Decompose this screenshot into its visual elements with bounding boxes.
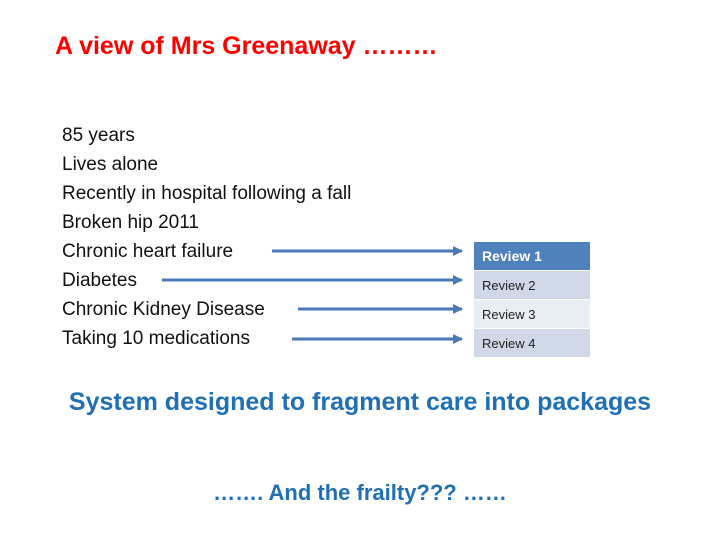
fact-broken-hip: Broken hip 2011: [62, 212, 199, 233]
fact-kidney-disease: Chronic Kidney Disease: [62, 299, 265, 320]
fact-hospital-stay: Recently in hospital following a fall: [62, 183, 352, 204]
fact-age: 85 years: [62, 125, 135, 146]
review-row-1: Review 1: [474, 242, 590, 271]
slide-title: A view of Mrs Greenaway ………: [55, 32, 438, 60]
headline-statement: System designed to fragment care into packages: [68, 388, 652, 416]
review-table: [474, 242, 590, 358]
review-row-3: Review 3: [474, 300, 590, 329]
review-row-4: Review 4: [474, 329, 590, 358]
fact-medications: Taking 10 medications: [62, 328, 250, 349]
fact-diabetes: Diabetes: [62, 270, 137, 291]
fact-living-situation: Lives alone: [62, 154, 159, 175]
patient-facts-list: [62, 121, 351, 353]
frailty-question: ……. And the frailty??? ……: [213, 480, 507, 505]
fact-heart-failure: Chronic heart failure: [62, 241, 234, 262]
review-row-2: Review 2: [474, 271, 590, 300]
